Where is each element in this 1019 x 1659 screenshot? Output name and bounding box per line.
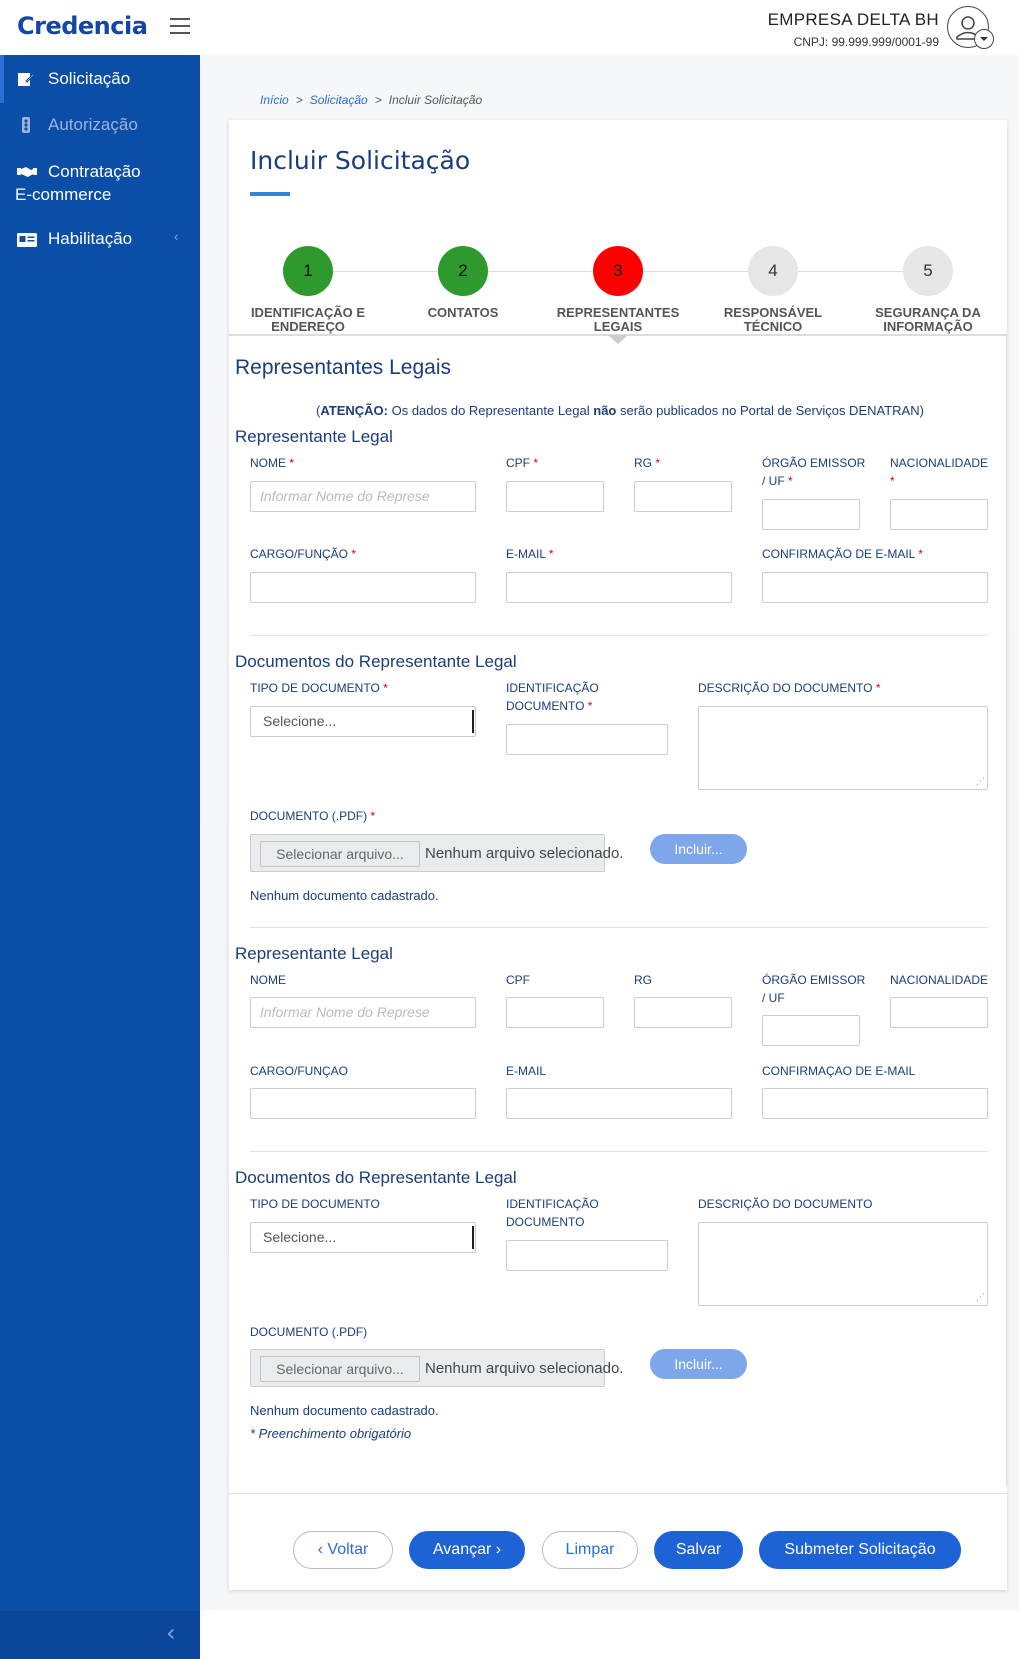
sidebar-item-solicitacao[interactable] [0,67,200,97]
sidebar-collapse-button[interactable] [0,1611,200,1659]
docs1-pdf-label: DOCUMENTO (.PDF) * [250,809,376,823]
step-5-circle[interactable]: 5 [903,246,953,296]
docs2-select-file-button[interactable]: Selecionar arquivo... [260,1356,420,1382]
sidebar-item-label-line2: E-commerce [15,185,112,204]
breadcrumb-home-link[interactable]: Início [260,93,289,107]
page-title: Incluir Solicitação [250,146,471,175]
docs1-descricao-textarea[interactable] [698,706,988,790]
docs1-file-input[interactable] [250,834,624,872]
docs1-identificacao-label: IDENTIFICAÇÃO DOCUMENTO * [506,681,599,713]
docs2-title: Documentos do Representante Legal [235,1168,517,1187]
app-logo[interactable]: Credencia [17,12,148,40]
step-1-circle[interactable]: 1 [283,246,333,296]
sidebar [0,55,200,1659]
rep1-confirm-email-input[interactable] [762,572,988,603]
breadcrumb-current: Incluir Solicitação [388,93,483,107]
breadcrumb: Início > Solicitação > Incluir Solicitação [260,93,483,107]
handshake-icon [17,164,35,180]
menu-toggle-icon[interactable] [170,18,190,34]
docs2-descricao-label: DESCRIÇÃO DO DOCUMENTO [698,1197,873,1211]
step-4-label: RESPONSÁVEL TÉCNICO [723,305,823,334]
footer-divider [229,1493,1007,1494]
docs2-tipo-label: TIPO DE DOCUMENTO [250,1197,380,1211]
step-1-label: IDENTIFICAÇÃO E ENDEREÇO [250,305,366,334]
sidebar-item-label: Habilitação [48,229,133,248]
docs2-file-input[interactable] [250,1349,624,1387]
title-underline [250,192,290,196]
divider [250,1151,988,1152]
rep1-cargo-label: CARGO/FUNÇÃO * [250,547,357,561]
rep2-confirm-email-label: CONFIRMAÇAO DE E-MAIL [762,1064,916,1078]
resize-grip-icon[interactable]: ⋰ [976,777,985,787]
rep2-cargo-label: CARGO/FUNÇAO [250,1064,349,1078]
chevron-left-icon: ‹ [174,229,179,244]
docs2-include-button[interactable]: Incluir... [650,1349,747,1379]
docs2-identificacao-label: IDENTIFICAÇÃO DOCUMENTO [506,1197,599,1229]
docs1-select-file-button[interactable]: Selecionar arquivo... [260,841,420,867]
rep1-cargo-input[interactable] [250,572,476,603]
rep1-cpf-input[interactable] [506,481,604,512]
sidebar-item-label: Solicitação [48,69,131,88]
back-button[interactable]: ‹ Voltar [293,1531,393,1569]
step-2-circle[interactable]: 2 [438,246,488,296]
rep1-nacionalidade-label: NACIONALIDADE * [890,456,989,488]
save-button[interactable]: Salvar [654,1531,743,1569]
rep2-rg-label: RG [634,973,652,987]
submit-button[interactable]: Submeter Solicitação [759,1531,961,1569]
rep2-nacionalidade-label: NACIONALIDADE [890,973,989,987]
docs2-pdf-label: DOCUMENTO (.PDF) [250,1325,368,1339]
rep2-rg-input[interactable] [634,997,732,1028]
sidebar-item-autorizacao[interactable] [0,113,200,143]
rep2-email-input[interactable] [506,1088,732,1119]
docs1-descricao-label: DESCRIÇÃO DO DOCUMENTO * [698,681,881,695]
docs1-identificacao-input[interactable] [506,724,668,755]
rep1-orgao-input[interactable] [762,499,860,530]
docs1-title: Documentos do Representante Legal [235,652,517,671]
required-note: * Preenchimento obrigatório [250,1426,412,1441]
rep1-confirm-email-label: CONFIRMAÇÃO DE E-MAIL * [762,547,923,561]
step-4-circle[interactable]: 4 [748,246,798,296]
rep1-orgao-label: ÓRGÃO EMISSOR / UF * [762,456,866,488]
rep2-confirm-email-input[interactable] [762,1088,988,1119]
sidebar-item-label: Autorização [48,115,138,134]
resize-grip-icon[interactable]: ⋰ [976,1293,985,1303]
company-cnpj: CNPJ: 99.999.999/0001-99 [793,35,939,49]
divider [250,927,988,928]
sidebar-item-label: Contratação [48,162,141,181]
rep2-nacionalidade-input[interactable] [890,997,988,1028]
docs2-identificacao-input[interactable] [506,1240,668,1271]
rep1-nome-input[interactable]: Informar Nome do Represe [250,481,476,512]
rep2-orgao-input[interactable] [762,1015,860,1046]
rep2-nome-input[interactable]: Informar Nome do Represe [250,997,476,1028]
rep2-title: Representante Legal [235,944,393,963]
company-info [768,10,939,49]
docs1-tipo-label: TIPO DE DOCUMENTO * [250,681,388,695]
docs1-file-status: Nenhum arquivo selecionado. [425,845,624,862]
rep2-cpf-input[interactable] [506,997,604,1028]
chevron-left-icon: ‹ [166,1619,176,1647]
docs2-tipo-select[interactable]: Selecione... [250,1222,476,1253]
step-5-label: SEGURANÇA DA INFORMAÇÃO [875,305,981,334]
company-name: EMPRESA DELTA BH [767,10,939,29]
docs1-tipo-select[interactable]: Selecione... [250,706,476,737]
docs2-file-status: Nenhum arquivo selecionado. [425,1360,624,1377]
rep1-rg-input[interactable] [634,481,732,512]
step-2-label: CONTATOS [427,305,499,320]
rep1-nacionalidade-input[interactable] [890,499,988,530]
top-bar [0,0,1019,55]
breadcrumb-section-link[interactable]: Solicitação [309,93,368,107]
rep2-nome-label: NOME [250,973,286,987]
traffic-light-icon [20,117,38,133]
rep2-cargo-input[interactable] [250,1088,476,1119]
id-card-icon [17,232,35,248]
attention-note: (ATENÇÃO: Os dados do Representante Legal não serão publicados no Portal de Serviços DENATRAN) [316,403,924,418]
rep1-nome-label: NOME * [250,456,295,470]
rep1-cpf-label: CPF * [506,456,539,470]
rep2-orgao-label: ÓRGÃO EMISSOR / UF [762,973,866,1005]
docs2-empty-message: Nenhum documento cadastrado. [250,1403,439,1418]
rep2-cpf-label: CPF [506,973,530,987]
edit-document-icon [17,71,35,87]
docs1-empty-message: Nenhum documento cadastrado. [250,888,439,903]
rep1-rg-label: RG * [634,456,661,470]
clear-button[interactable]: Limpar [542,1531,638,1569]
next-button[interactable]: Avançar › [409,1531,525,1569]
docs2-descricao-textarea[interactable] [698,1222,988,1306]
sidebar-item-contratacao[interactable] [0,160,200,210]
user-menu-chevron-icon[interactable] [974,29,994,49]
rep1-email-input[interactable] [506,572,732,603]
divider [250,635,988,636]
rep2-email-label: E-MAIL [506,1064,547,1078]
step-3-circle[interactable]: 3 [593,246,643,296]
rep1-email-label: E-MAIL * [506,547,554,561]
content-footer [200,1610,1019,1659]
docs1-include-button[interactable]: Incluir... [650,834,747,864]
section-title: Representantes Legais [235,356,451,379]
step-3-label: REPRESENTANTES LEGAIS [556,305,680,334]
rep1-title: Representante Legal [235,427,393,446]
sidebar-item-habilitacao[interactable] [0,227,200,257]
